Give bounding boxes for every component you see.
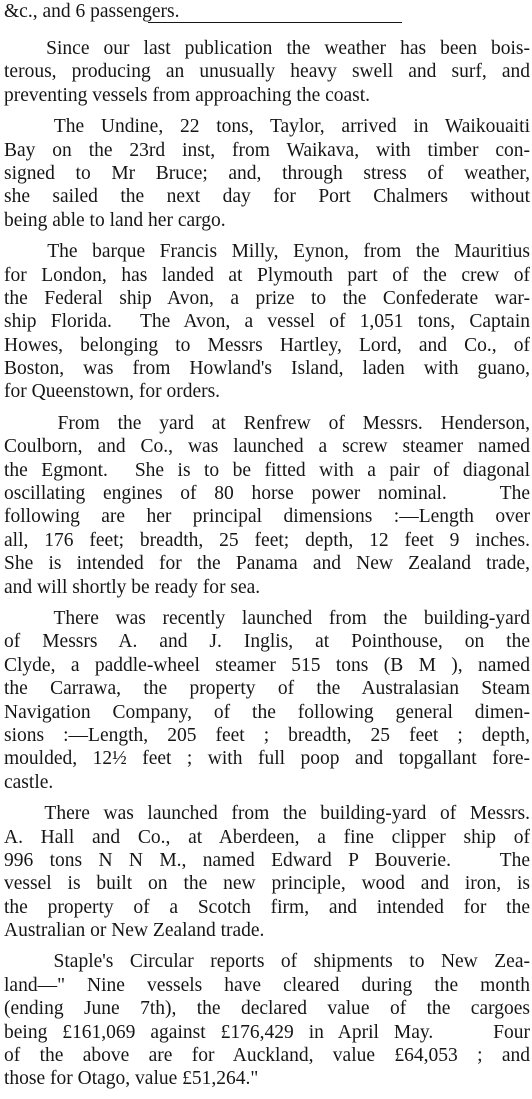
text-line: being £161,069 against £176,429 in April May. Four (4, 1021, 530, 1043)
article-undine (0, 115, 532, 232)
article-carrawa (0, 607, 532, 794)
text-line: There was recently launched from the building-yard (4, 607, 530, 629)
text-line: Bay on the 23rd inst, from Waikava, with timber con- (4, 139, 530, 161)
text-line: being able to land her cargo. (4, 209, 226, 231)
text-line: the property of a Scotch firm, and intended for the (4, 896, 530, 918)
text-line: signed to Mr Bruce; and, through stress of weather, (4, 162, 530, 184)
text-line: castle. (4, 771, 54, 793)
text-line: (ending June 7th), the declared value of the cargoes (4, 998, 530, 1020)
text-line: of the above are for Auckland, value £64,053 ; and (4, 1045, 530, 1067)
article-bouverie (0, 802, 532, 942)
text-line: Coulborn, and Co., was launched a screw steamer named (4, 436, 530, 458)
shipping-news-articles (0, 37, 532, 1099)
text-line: following are her principal dimensions :—Length over (4, 506, 530, 528)
article-weather (0, 37, 532, 107)
text-line: of Messrs A. and J. Inglis, at Pointhouse, on the (4, 631, 530, 653)
text-line: The barque Francis Milly, Eynon, from the Mauritius (4, 241, 530, 263)
text-line: terous, producing an unusually heavy swell and surf, and (4, 61, 530, 83)
text-line: land—" Nine vessels have cleared during the month (4, 974, 530, 996)
text-line: sions :—Length, 205 feet ; breadth, 25 feet ; depth, (4, 724, 530, 746)
text-line: Since our last publication the weather has been bois- (4, 38, 530, 59)
text-line: preventing vessels from approaching the coast. (4, 84, 371, 106)
text-line: the Federal ship Avon, a prize to the Confederate war- (4, 287, 530, 309)
text-line: Boston, was from Howland's Island, laden with guano, (4, 358, 530, 380)
text-line: for Queenstown, for orders. (4, 381, 221, 403)
section-divider-rule (148, 22, 402, 23)
article-francis-milly (0, 240, 532, 404)
text-line: Australian or New Zealand trade. (4, 920, 265, 942)
previous-article-tail: &c., and 6 passengers. (4, 1, 180, 22)
article-egmont (0, 412, 532, 599)
text-line: A. Hall and Co., at Aberdeen, a fine clipper ship of (4, 826, 530, 848)
text-line: ship Florida. The Avon, a vessel of 1,051 tons, Captain (4, 311, 530, 333)
text-line: moulded, 12½ feet ; with full poop and topgallant fore- (4, 748, 530, 770)
text-line: and will shortly be ready for sea. (4, 576, 261, 598)
text-line: Howes, belonging to Messrs Hartley, Lord, and Co., of (4, 334, 530, 356)
text-line: for London, has landed at Plymouth part of the crew of (4, 264, 530, 286)
text-line: From the yard at Renfrew of Messrs. Henderson, (4, 412, 530, 434)
text-line: she sailed the next day for Port Chalmers without (4, 186, 530, 208)
text-line: the Carrawa, the property of the Australasian Steam (4, 678, 530, 700)
text-line: the Egmont. She is to be fitted with a pair of diagonal (4, 459, 530, 481)
text-line: There was launched from the building-yard of Messrs. (4, 803, 530, 825)
text-line: those for Otago, value £51,264." (4, 1068, 259, 1090)
article-shipping-shipments (0, 950, 532, 1090)
text-line: She is intended for the Panama and New Zealand trade, (4, 553, 530, 575)
text-line: vessel is built on the new principle, wood and iron, is (4, 873, 530, 895)
text-line: The Undine, 22 tons, Taylor, arrived in Waikouaiti (4, 116, 530, 138)
text-line: Navigation Company, of the following general dimen- (4, 701, 530, 723)
text-line: 996 tons N N M., named Edward P Bouverie. The (4, 849, 530, 871)
text-line: all, 176 feet; breadth, 25 feet; depth, 12 feet 9 inches. (4, 529, 530, 551)
text-line: oscillating engines of 80 horse power nominal. The (4, 483, 530, 505)
text-line: Staple's Circular reports of shipments to New Zea- (4, 951, 530, 973)
text-line: Clyde, a paddle-wheel steamer 515 tons (B M ), named (4, 654, 530, 676)
